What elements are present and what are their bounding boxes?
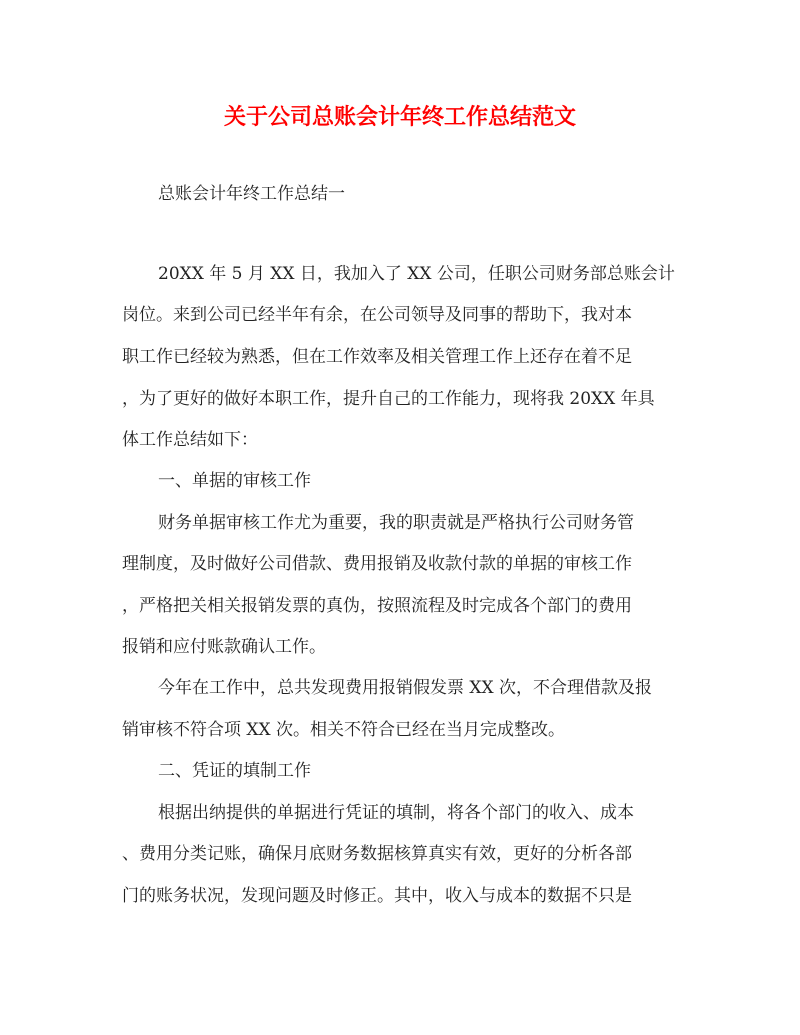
- paragraph-line: 销审核不符合项 XX 次。相关不符合已经在当月完成整改。: [122, 720, 566, 740]
- paragraph-line: 20XX 年 5 月 XX 日，我加入了 XX 公司，任职公司财务部总账会计: [158, 264, 675, 284]
- paragraph-line: 职工作已经较为熟悉，但在工作效率及相关管理工作上还存在着不足: [122, 347, 632, 367]
- paragraph-line: 财务单据审核工作尤为重要，我的职责就是严格执行公司财务管: [158, 513, 634, 533]
- paragraph-line: 岗位。来到公司已经半年有余，在公司领导及同事的帮助下，我对本: [122, 305, 632, 325]
- paragraph-line: 报销和应付账款确认工作。: [122, 637, 326, 657]
- paragraph-line: 今年在工作中，总共发现费用报销假发票 XX 次，不合理借款及报: [158, 678, 653, 698]
- document-title: 关于公司总账会计年终工作总结范文: [223, 104, 576, 130]
- paragraph-line: ，严格把关相关报销发票的真伪，按照流程及时完成各个部门的费用: [122, 596, 632, 616]
- section-heading: 总账会计年终工作总结一: [158, 184, 345, 204]
- paragraph-line: 理制度，及时做好公司借款、费用报销及收款付款的单据的审核工作: [122, 554, 632, 574]
- paragraph-line: 体工作总结如下：: [122, 430, 258, 450]
- paragraph-line: ，为了更好的做好本职工作，提升自己的工作能力，现将我 20XX 年具: [122, 389, 655, 409]
- paragraph-line: 门的账务状况，发现问题及时修正。其中，收入与成本的数据不只是: [122, 886, 632, 906]
- section-heading: 二、凭证的填制工作: [158, 761, 311, 781]
- section-heading: 一、单据的审核工作: [158, 471, 311, 491]
- paragraph-line: 、费用分类记账，确保月底财务数据核算真实有效，更好的分析各部: [122, 844, 632, 864]
- paragraph-line: 根据出纳提供的单据进行凭证的填制，将各个部门的收入、成本: [158, 803, 634, 823]
